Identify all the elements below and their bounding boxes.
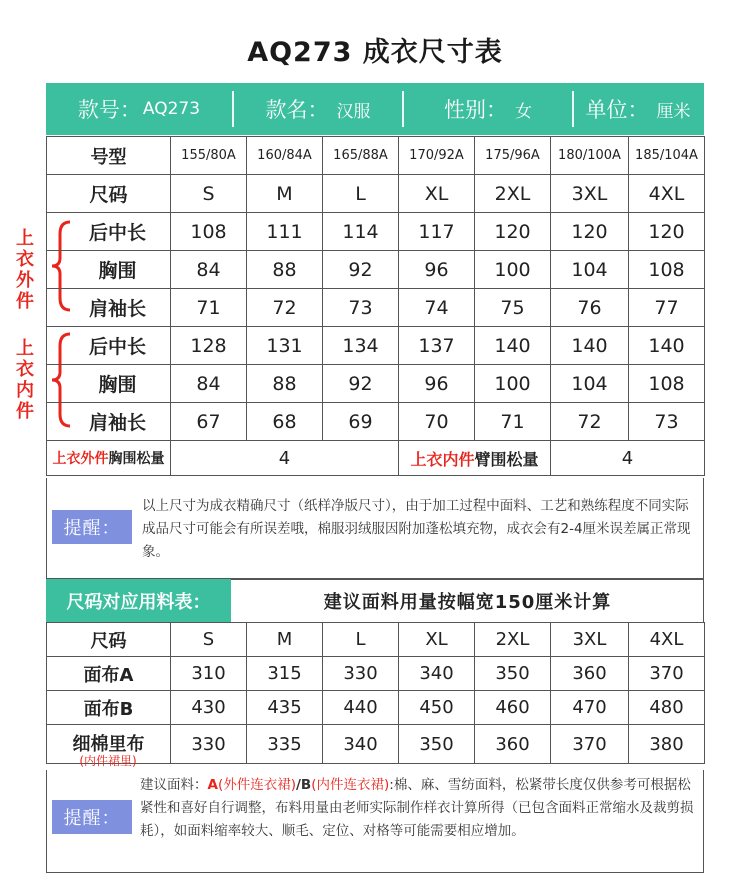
- measure-label: 胸围: [47, 365, 171, 403]
- value-cell: 84: [171, 365, 247, 403]
- value-cell: 96: [399, 365, 475, 403]
- value-cell: 73: [629, 403, 705, 441]
- reminder-badge-2: 提醒：: [52, 800, 132, 834]
- spec-label: 号型: [47, 137, 171, 175]
- reminder-text-1: 以上尺寸为成衣精确尺寸（纸样净版尺寸），由于加工过程中面料、工艺和熟练程度不同实际成品尺寸可能会有所误差哦，棉服羽绒服因附加蓬松填充物，成衣会有2-4厘米误差属正常现象。: [142, 498, 691, 560]
- value-cell: 74: [399, 289, 475, 327]
- spec-cell: 165/88A: [323, 137, 399, 175]
- ease-row: [47, 441, 705, 476]
- value-cell: 72: [247, 289, 323, 327]
- value-cell: 73: [323, 289, 399, 327]
- size-label: 尺码: [47, 175, 171, 213]
- value-cell: 108: [629, 365, 705, 403]
- value-cell: 360: [551, 657, 629, 691]
- size-row: [47, 175, 705, 213]
- value-cell: 340: [399, 657, 475, 691]
- size-cell: 3XL: [551, 623, 629, 657]
- value-cell: 380: [629, 725, 705, 764]
- value-cell: 96: [399, 251, 475, 289]
- value-cell: 111: [247, 213, 323, 251]
- gender: [404, 83, 572, 135]
- ease-table: [46, 440, 705, 476]
- fabric-a-note: (外件连衣裙): [217, 777, 296, 793]
- value-cell: 72: [551, 403, 629, 441]
- outer-ease-red: 上衣外件: [52, 451, 109, 467]
- fabric-b-row: [47, 691, 705, 725]
- style-code-value: AQ273: [142, 99, 201, 119]
- value-cell: 92: [323, 365, 399, 403]
- size-cell: 2XL: [475, 623, 551, 657]
- fabric-b-note: (内件连衣裙): [311, 777, 390, 793]
- gender-label: 性别：: [444, 98, 507, 122]
- outer-chest-row: [47, 251, 705, 289]
- measure-label: 肩袖长: [47, 289, 171, 327]
- value-cell: 114: [323, 213, 399, 251]
- value-cell: 104: [551, 251, 629, 289]
- measure-label: 后中长: [47, 213, 171, 251]
- size-cell: 4XL: [629, 623, 705, 657]
- size-cell: L: [323, 175, 399, 213]
- value-cell: 77: [629, 289, 705, 327]
- fabric-size-row: [47, 623, 705, 657]
- size-cell: S: [171, 623, 247, 657]
- style-name: [234, 83, 402, 135]
- inner-group-label: [15, 338, 35, 422]
- inner-ease-value: 4: [551, 441, 705, 476]
- page-title: AQ273 成衣尺寸表: [247, 37, 503, 68]
- size-cell: XL: [399, 623, 475, 657]
- value-cell: 435: [247, 691, 323, 725]
- style-name-label: 款名：: [265, 98, 329, 122]
- value-cell: 117: [399, 213, 475, 251]
- fabric-a-row: [47, 657, 705, 691]
- inner-sleeve-row: [47, 403, 705, 441]
- inner-back-length-row: [47, 327, 705, 365]
- value-cell: 100: [475, 251, 551, 289]
- value-cell: 440: [323, 691, 399, 725]
- inner-group-text: 上衣内件: [16, 338, 34, 422]
- value-cell: 68: [247, 403, 323, 441]
- value-cell: 335: [247, 725, 323, 764]
- spec-cell: 185/104A: [629, 137, 705, 175]
- value-cell: 75: [475, 289, 551, 327]
- fabric-advice-rest: 仅供参考可根据松紧性和喜好自行调整，布料用量由老师实际制作样衣计算所得（已包含面料正常缩水及裁剪损耗），如面料缩率较大、顺毛、定位、对格等可能需要相应增加。: [140, 777, 694, 839]
- value-cell: 310: [171, 657, 247, 691]
- size-cell: 4XL: [629, 175, 705, 213]
- outer-sleeve-row: [47, 289, 705, 327]
- outer-ease-value: 4: [171, 441, 399, 476]
- style-name-value: 汉服: [336, 101, 371, 122]
- style-code-label: 款号：: [77, 98, 141, 122]
- spec-cell: 155/80A: [171, 137, 247, 175]
- size-table: [46, 136, 705, 441]
- value-cell: 69: [323, 403, 399, 441]
- value-cell: 450: [399, 691, 475, 725]
- size-cell: M: [247, 623, 323, 657]
- value-cell: 131: [247, 327, 323, 365]
- fabric-sep: /B: [296, 777, 312, 793]
- fabric-label: 面布B: [47, 691, 171, 725]
- inner-ease-red: 上衣内件: [410, 449, 475, 469]
- value-cell: 120: [551, 213, 629, 251]
- spec-cell: 180/100A: [551, 137, 629, 175]
- value-cell: 140: [629, 327, 705, 365]
- value-cell: 350: [399, 725, 475, 764]
- value-cell: 470: [551, 691, 629, 725]
- value-cell: 315: [247, 657, 323, 691]
- fabric-a-mark: A: [207, 777, 218, 793]
- size-cell: M: [247, 175, 323, 213]
- value-cell: 460: [475, 691, 551, 725]
- measure-label: 后中长: [47, 327, 171, 365]
- measure-label: 胸围: [47, 251, 171, 289]
- value-cell: 330: [323, 657, 399, 691]
- size-cell: 2XL: [475, 175, 551, 213]
- spec-cell: 170/92A: [399, 137, 475, 175]
- header-divider: [402, 91, 404, 127]
- fabric-table: [46, 622, 705, 764]
- info-header-band: [46, 83, 704, 135]
- outer-group-text: 上衣外件: [16, 228, 34, 312]
- fabric-band-title: 尺码对应用料表：: [46, 579, 231, 623]
- value-cell: 350: [475, 657, 551, 691]
- spec-row: [47, 137, 705, 175]
- value-cell: 84: [171, 251, 247, 289]
- style-code: [46, 83, 232, 135]
- value-cell: 92: [323, 251, 399, 289]
- size-cell: XL: [399, 175, 475, 213]
- lining-note: (内件裙里): [79, 754, 137, 768]
- value-cell: 100: [475, 365, 551, 403]
- value-cell: 88: [247, 365, 323, 403]
- size-cell: 3XL: [551, 175, 629, 213]
- reminder-badge-1: 提醒：: [52, 510, 132, 544]
- value-cell: 108: [629, 251, 705, 289]
- header-divider: [232, 91, 234, 127]
- value-cell: 76: [551, 289, 629, 327]
- fabric-advice-tail: :棉、麻、雪纺面料，松紧带长度: [389, 777, 583, 793]
- size-cell: L: [323, 623, 399, 657]
- value-cell: 360: [475, 725, 551, 764]
- header-divider: [572, 91, 574, 127]
- value-cell: 71: [171, 289, 247, 327]
- fabric-label: 面布A: [47, 657, 171, 691]
- value-cell: 128: [171, 327, 247, 365]
- value-cell: 120: [629, 213, 705, 251]
- outer-group-label: [15, 228, 35, 312]
- value-cell: 430: [171, 691, 247, 725]
- fabric-advice-label: 建议面料：: [140, 777, 208, 793]
- spec-cell: 175/96A: [475, 137, 551, 175]
- spec-cell: 160/84A: [247, 137, 323, 175]
- reminder-text-2: [140, 774, 700, 843]
- value-cell: 330: [171, 725, 247, 764]
- unit: [574, 83, 702, 135]
- value-cell: 104: [551, 365, 629, 403]
- gender-value: 女: [515, 101, 532, 122]
- outer-ease-label: [47, 441, 171, 476]
- fabric-band-note: 建议面料用量按幅宽150厘米计算: [323, 592, 612, 613]
- outer-ease-black: 胸围松量: [108, 451, 165, 467]
- value-cell: 480: [629, 691, 705, 725]
- inner-chest-row: [47, 365, 705, 403]
- value-cell: 134: [323, 327, 399, 365]
- unit-value: 厘米: [656, 101, 691, 122]
- value-cell: 70: [399, 403, 475, 441]
- outer-back-length-row: [47, 213, 705, 251]
- value-cell: 120: [475, 213, 551, 251]
- value-cell: 67: [171, 403, 247, 441]
- fabric-label: 细棉里布: [72, 734, 145, 755]
- fabric-size-label: 尺码: [47, 623, 171, 657]
- value-cell: 340: [323, 725, 399, 764]
- value-cell: 140: [551, 327, 629, 365]
- inner-ease-label: [399, 441, 551, 476]
- value-cell: 71: [475, 403, 551, 441]
- value-cell: 370: [629, 657, 705, 691]
- value-cell: 108: [171, 213, 247, 251]
- size-cell: S: [171, 175, 247, 213]
- unit-label: 单位：: [585, 98, 649, 122]
- value-cell: 140: [475, 327, 551, 365]
- measure-label: 肩袖长: [47, 403, 171, 441]
- value-cell: 88: [247, 251, 323, 289]
- value-cell: 370: [551, 725, 629, 764]
- value-cell: 137: [399, 327, 475, 365]
- inner-ease-black: 臂围松量: [474, 449, 539, 469]
